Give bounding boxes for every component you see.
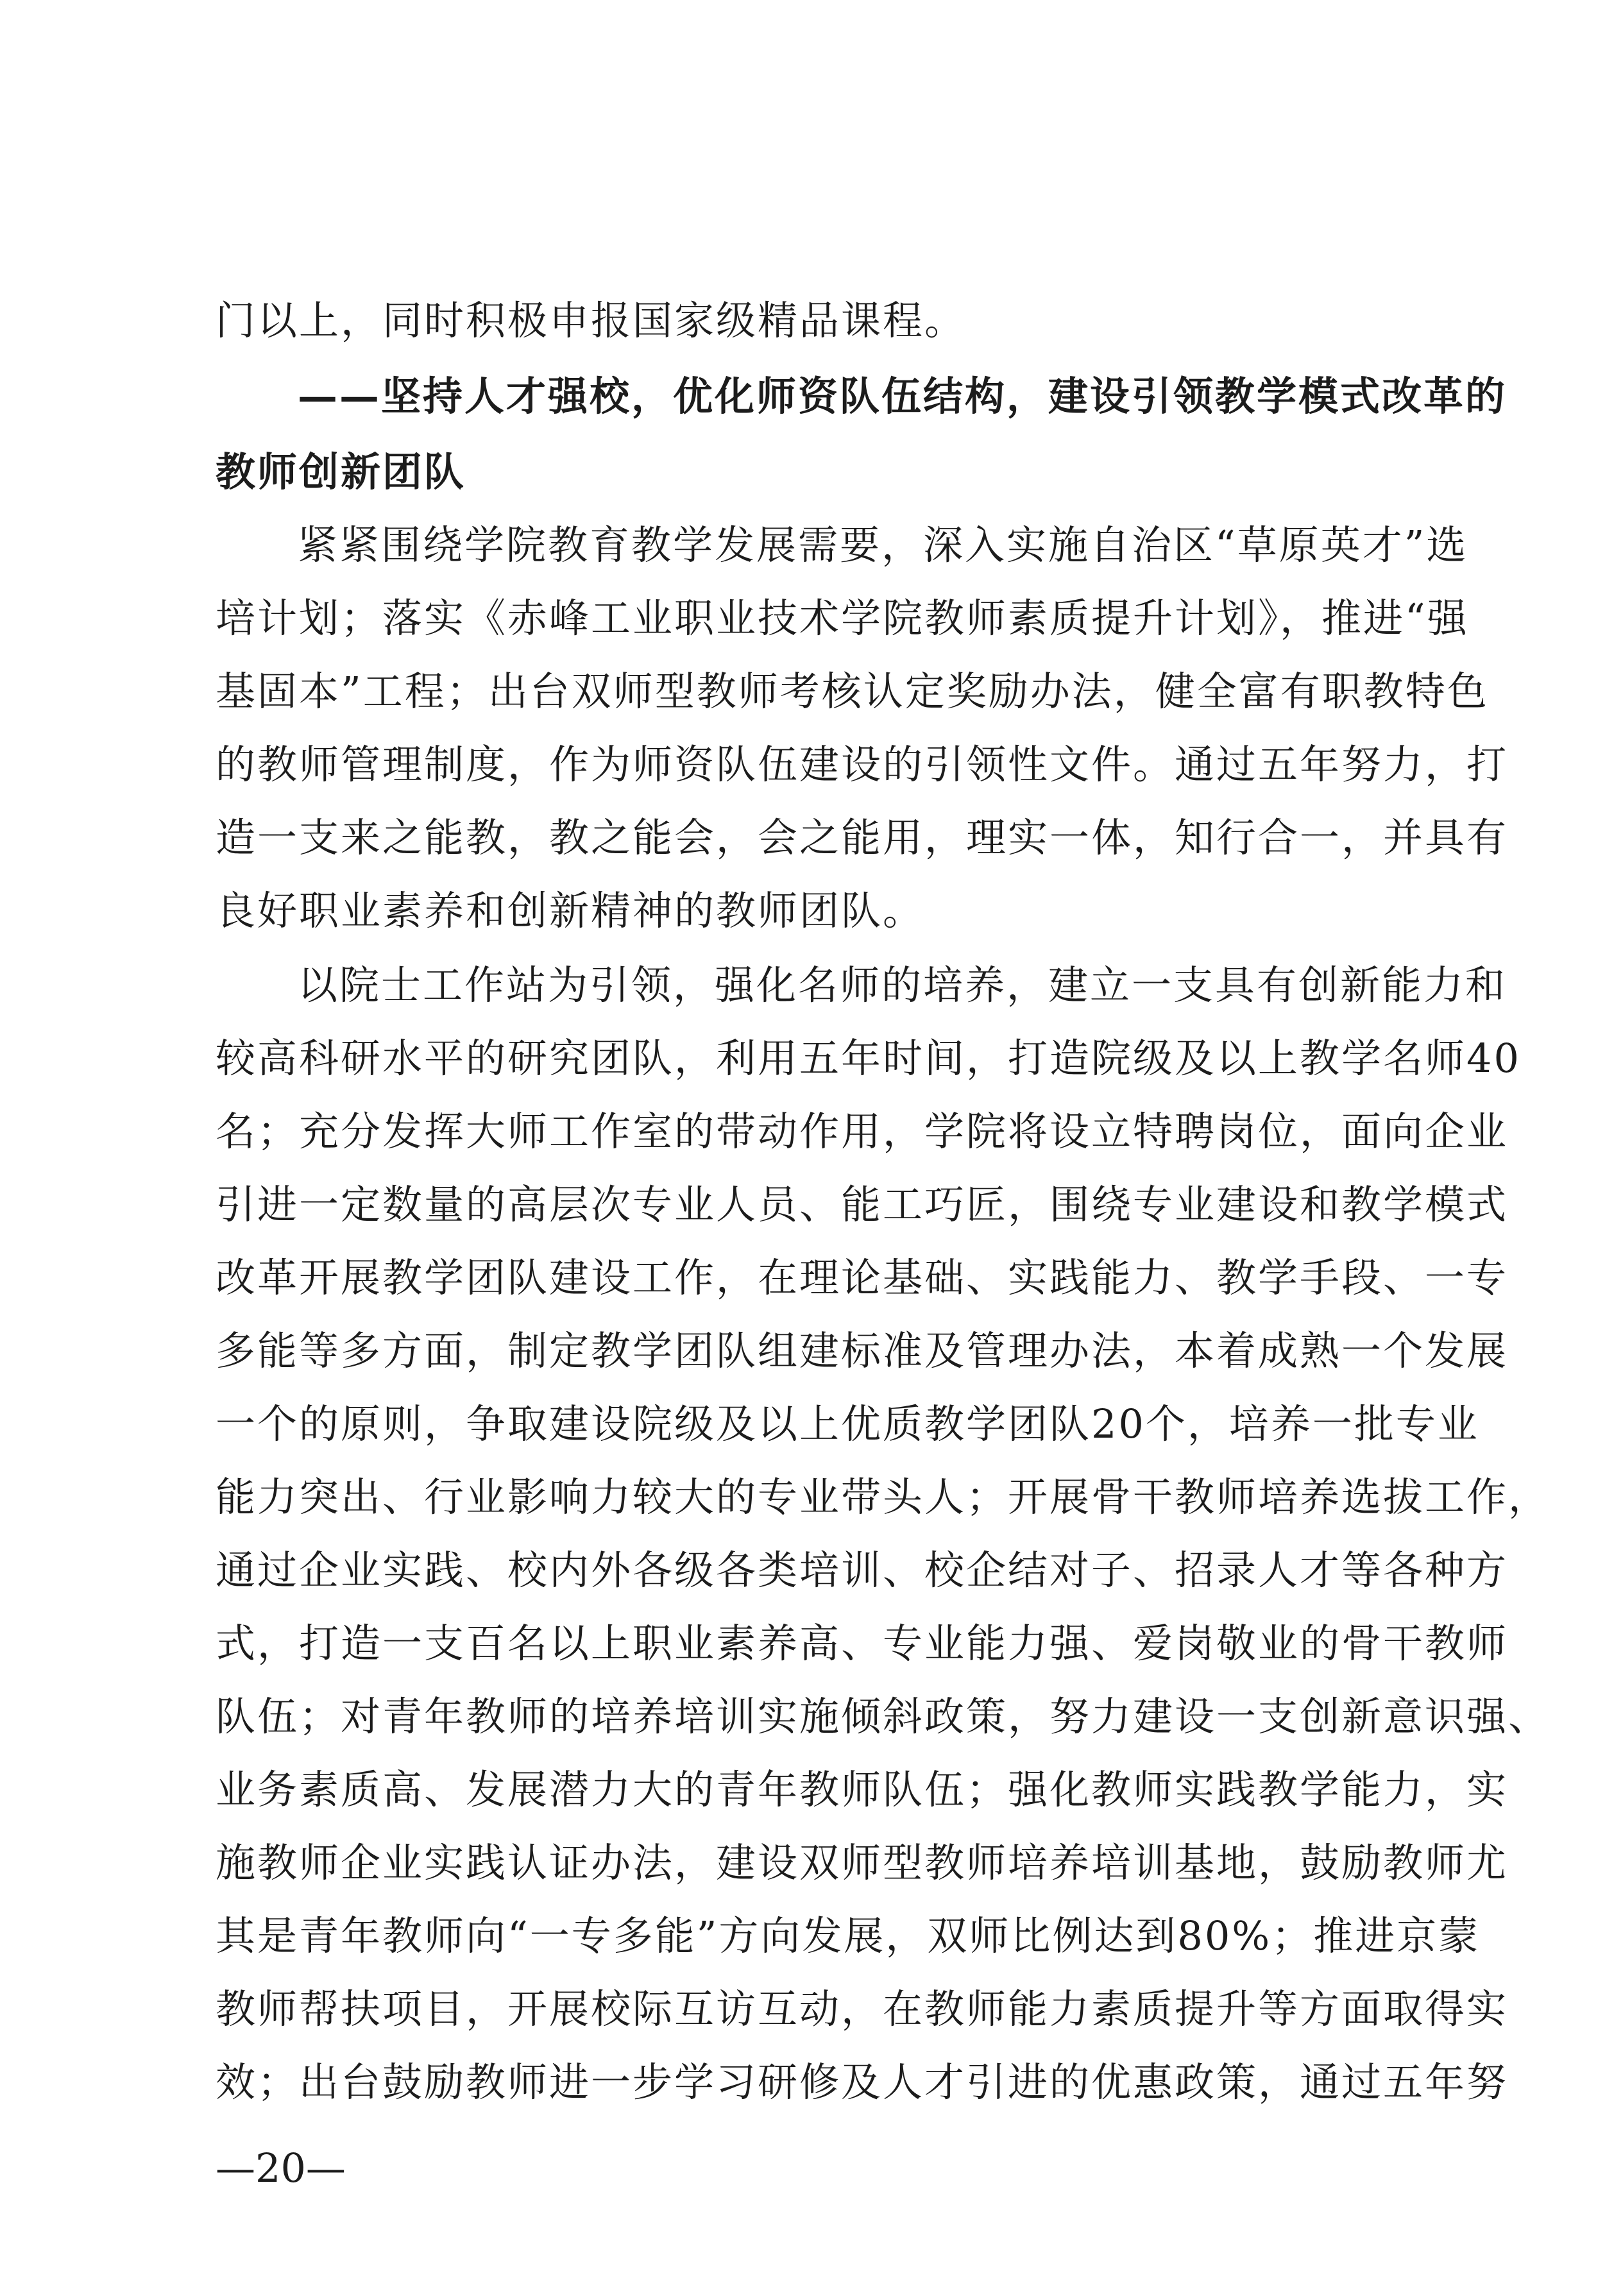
page-number: —20— xyxy=(216,2145,346,2191)
body-text-line: 业务素质高、发展潜力大的青年教师队伍；强化教师实践教学能力，实 xyxy=(216,1766,1509,1813)
body-text-line: 较高科研水平的研究团队，利用五年时间，打造院级及以上教学名师40 xyxy=(216,1035,1521,1082)
body-text-line: 改革开展教学团队建设工作，在理论基础、实践能力、教学手段、一专 xyxy=(216,1254,1509,1301)
body-text-line: 效；出台鼓励教师进一步学习研修及人才引进的优惠政策，通过五年努 xyxy=(216,2059,1509,2105)
body-text-line: 通过企业实践、校内外各级各类培训、校企结对子、招录人才等各种方 xyxy=(216,1547,1509,1594)
body-text-line: 多能等多方面，制定教学团队组建标准及管理办法，本着成熟一个发展 xyxy=(216,1327,1509,1374)
body-text-line: 能力突出、行业影响力较大的专业带头人；开展骨干教师培养选拔工作， xyxy=(216,1474,1550,1520)
body-text-line: 培计划；落实《赤峰工业职业技术学院教师素质提升计划》，推进“强 xyxy=(216,595,1469,642)
body-text-line: 引进一定数量的高层次专业人员、能工巧匠，围绕专业建设和教学模式 xyxy=(216,1181,1509,1228)
body-text-line: 式，打造一支百名以上职业素养高、专业能力强、爱岗敬业的骨干教师 xyxy=(216,1620,1509,1667)
body-text-line: 造一支来之能教，教之能会，会之能用，理实一体，知行合一，并具有 xyxy=(216,814,1509,861)
section-heading-line: 教师创新团队 xyxy=(216,448,466,495)
body-text-line: 以院士工作站为引领，强化名师的培养，建立一支具有创新能力和 xyxy=(298,962,1508,1008)
body-text-line: 门以上，同时积极申报国家级精品课程。 xyxy=(216,297,967,344)
section-heading-line: ——坚持人才强校，优化师资队伍结构，建设引领教学模式改革的 xyxy=(298,373,1508,420)
body-text-line: 其是青年教师向“一专多能”方向发展，双师比例达到80%；推进京蒙 xyxy=(216,1912,1481,1959)
body-text-line: 队伍；对青年教师的培养培训实施倾斜政策，努力建设一支创新意识强、 xyxy=(216,1693,1550,1740)
body-text-line: 基固本”工程；出台双师型教师考核认定奖励办法，健全富有职教特色 xyxy=(216,668,1489,715)
body-text-line: 教师帮扶项目，开展校际互访互动，在教师能力素质提升等方面取得实 xyxy=(216,1986,1509,2032)
body-text-line: 一个的原则，争取建设院级及以上优质教学团队20个，培养一批专业 xyxy=(216,1400,1479,1447)
body-text-line: 紧紧围绕学院教育教学发展需要，深入实施自治区“草原英才”选 xyxy=(298,522,1468,568)
body-text-line: 名；充分发挥大师工作室的带动作用，学院将设立特聘岗位，面向企业 xyxy=(216,1108,1509,1155)
body-text-line: 施教师企业实践认证办法，建设双师型教师培养培训基地，鼓励教师尤 xyxy=(216,1839,1509,1886)
body-text-line: 良好职业素养和创新精神的教师团队。 xyxy=(216,887,925,934)
body-text-line: 的教师管理制度，作为师资队伍建设的引领性文件。通过五年努力，打 xyxy=(216,741,1509,788)
